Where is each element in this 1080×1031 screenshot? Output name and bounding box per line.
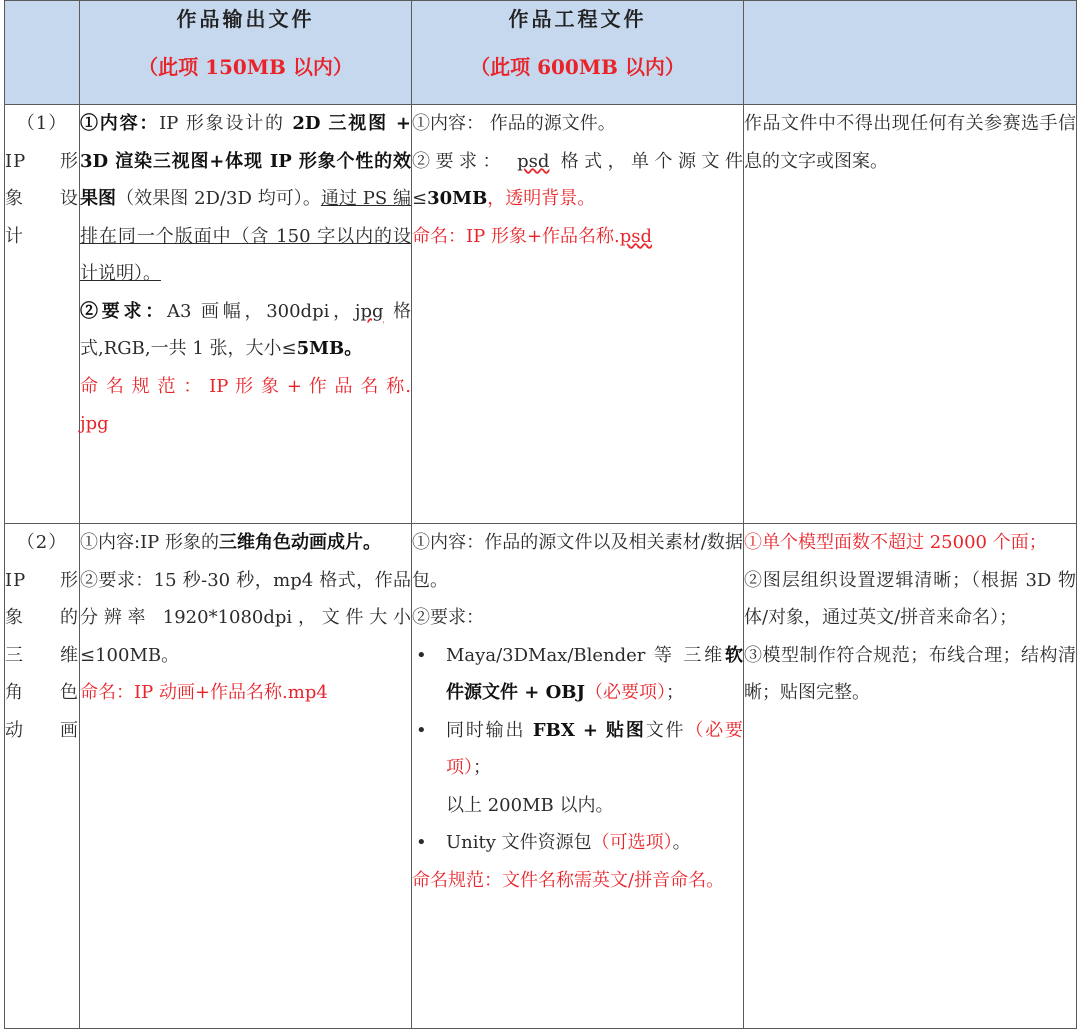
bullet-punct: ； xyxy=(666,682,685,703)
row2-output-cell xyxy=(80,524,412,1029)
content-text: （效果图 2D/3D 均可）。 xyxy=(116,188,321,209)
row1-output-content xyxy=(80,105,411,293)
requirement-prefix: ②要求： xyxy=(412,150,518,172)
header-project-title: 作品工程文件 xyxy=(508,7,647,31)
list-item xyxy=(412,712,743,787)
content-bold: 三维角色动画成片。 xyxy=(219,532,382,553)
bullet-text: 同时输出 xyxy=(446,719,533,741)
bullet-bold: 软件源文件 + OBJ xyxy=(446,644,743,703)
requirements-table xyxy=(4,0,1077,1029)
row2-note-face-count: ①单个模型面数不超过 25000 个面； xyxy=(744,532,1047,553)
row1-label-cell xyxy=(5,105,80,524)
naming-text: 命名：IP 形象+作品名称. xyxy=(412,225,620,247)
row2-project-requirements: ②要求： xyxy=(412,607,484,628)
requirement-text: 格式,RGB,一共 1 张，大小≤ xyxy=(80,300,411,359)
row2-project-cell xyxy=(412,524,744,1029)
bullet-required: （必要项） xyxy=(585,682,667,703)
requirement-size: 5MB。 xyxy=(296,338,363,359)
bullet-text: Maya/3DMax/Blender 等 三维 xyxy=(446,644,725,666)
bullet-bold: FBX + 贴图 xyxy=(532,719,646,741)
row2-label-line: IP 形 xyxy=(5,569,79,591)
bullet-text: 文件 xyxy=(645,719,686,741)
naming-ext: psd xyxy=(619,225,653,247)
row1-project-naming xyxy=(412,218,743,256)
table-row xyxy=(5,524,1077,1029)
row1-output-naming: 命 名 规 范 ： IP 形 象 + 作 品 名 称. jpg xyxy=(80,375,411,434)
row2-note-layers: ②图层组织设置逻辑清晰；（根据 3D 物体/对象，通过英文/拼音来命名）； xyxy=(744,569,1076,628)
row2-note-model-standard: ③模型制作符合规范；布线合理；结构清晰；贴图完整。 xyxy=(744,644,1076,703)
row2-label-line: 角 色 xyxy=(5,682,79,703)
row1-project-content: ①内容： 作品的源文件。 xyxy=(412,113,616,134)
header-notes xyxy=(744,1,1077,105)
header-project-limit: （此项 600MB 以内） xyxy=(470,55,685,79)
bullet-optional: （可选项） xyxy=(591,832,673,853)
row2-output-content xyxy=(80,524,411,562)
header-output-files xyxy=(80,1,412,105)
requirement-prefix: ②要求： xyxy=(80,300,168,322)
content-bold: 2D 三视图 + 3D 渲染三视图+体现 IP 形象个性的效果图 xyxy=(80,113,412,209)
header-blank-cell xyxy=(5,1,80,105)
row2-project-bullets xyxy=(412,637,743,787)
row1-output-requirements xyxy=(80,293,411,368)
content-text: IP 形象设计的 xyxy=(159,113,293,134)
row2-output-requirements: ②要求：15 秒-30 秒，mp4 格式，作品分辨率 1920*1080dpi，文件大小≤100MB。 xyxy=(80,569,411,666)
content-prefix: ①内容： xyxy=(80,113,160,134)
header-project-files xyxy=(412,1,744,105)
header-row xyxy=(5,1,1077,105)
row2-number: （2） xyxy=(16,532,68,553)
header-output-limit: （此项 150MB 以内） xyxy=(138,55,353,79)
requirement-text: A3 画幅，300dpi， xyxy=(167,300,355,322)
requirement-format: jpg xyxy=(354,300,384,322)
table-row xyxy=(5,105,1077,524)
row2-label-line: 三 维 xyxy=(5,644,79,666)
row2-label-line: 动画 xyxy=(5,719,79,741)
row2-output-naming: 命名：IP 动画+作品名称.mp4 xyxy=(80,682,328,703)
bullet-punct: ； xyxy=(473,757,491,778)
row1-label-line: 象 设 xyxy=(5,188,79,209)
row1-notes: 作品文件中不得出现任何有关参赛选手信息的文字或图案。 xyxy=(744,113,1076,172)
row1-label-line: 计 xyxy=(5,225,24,247)
bullet-text: Unity 文件资源包 xyxy=(446,832,592,853)
requirement-format: psd xyxy=(517,150,550,172)
row1-project-cell xyxy=(412,105,744,524)
row2-project-bullets-optional xyxy=(412,824,743,862)
bullet-required: （必要项） xyxy=(446,719,744,778)
row1-label-line: IP 形 xyxy=(5,150,79,172)
row1-output-cell xyxy=(80,105,412,524)
requirement-background: ，透明背景。 xyxy=(487,188,596,209)
list-item xyxy=(412,637,743,712)
row2-project-content: ①内容：作品的源文件以及相关素材/数据包。 xyxy=(412,532,743,591)
row2-project-size-limit: 以上 200MB 以内。 xyxy=(446,794,614,816)
row2-project-naming: 命名规范：文件名称需英文/拼音命名。 xyxy=(412,869,725,891)
content-text: ①内容:IP 形象的 xyxy=(80,532,220,553)
bullet-punct: 。 xyxy=(672,832,691,853)
requirement-text: 格式，单个源文件≤ xyxy=(412,150,743,209)
list-item xyxy=(412,824,743,862)
row2-notes-cell xyxy=(744,524,1077,1029)
content-underlined: 通过 PS 编排在同一个版面中（含 150 字以内的设计说明）。 xyxy=(80,188,411,284)
row1-number: （1） xyxy=(16,113,68,134)
row2-label-cell xyxy=(5,524,80,1029)
header-output-title: 作品输出文件 xyxy=(176,7,315,31)
row1-notes-cell xyxy=(744,105,1077,524)
row1-project-requirements xyxy=(412,143,743,218)
requirement-size: 30MB xyxy=(427,188,488,209)
row2-label-line: 象 的 xyxy=(5,607,79,628)
